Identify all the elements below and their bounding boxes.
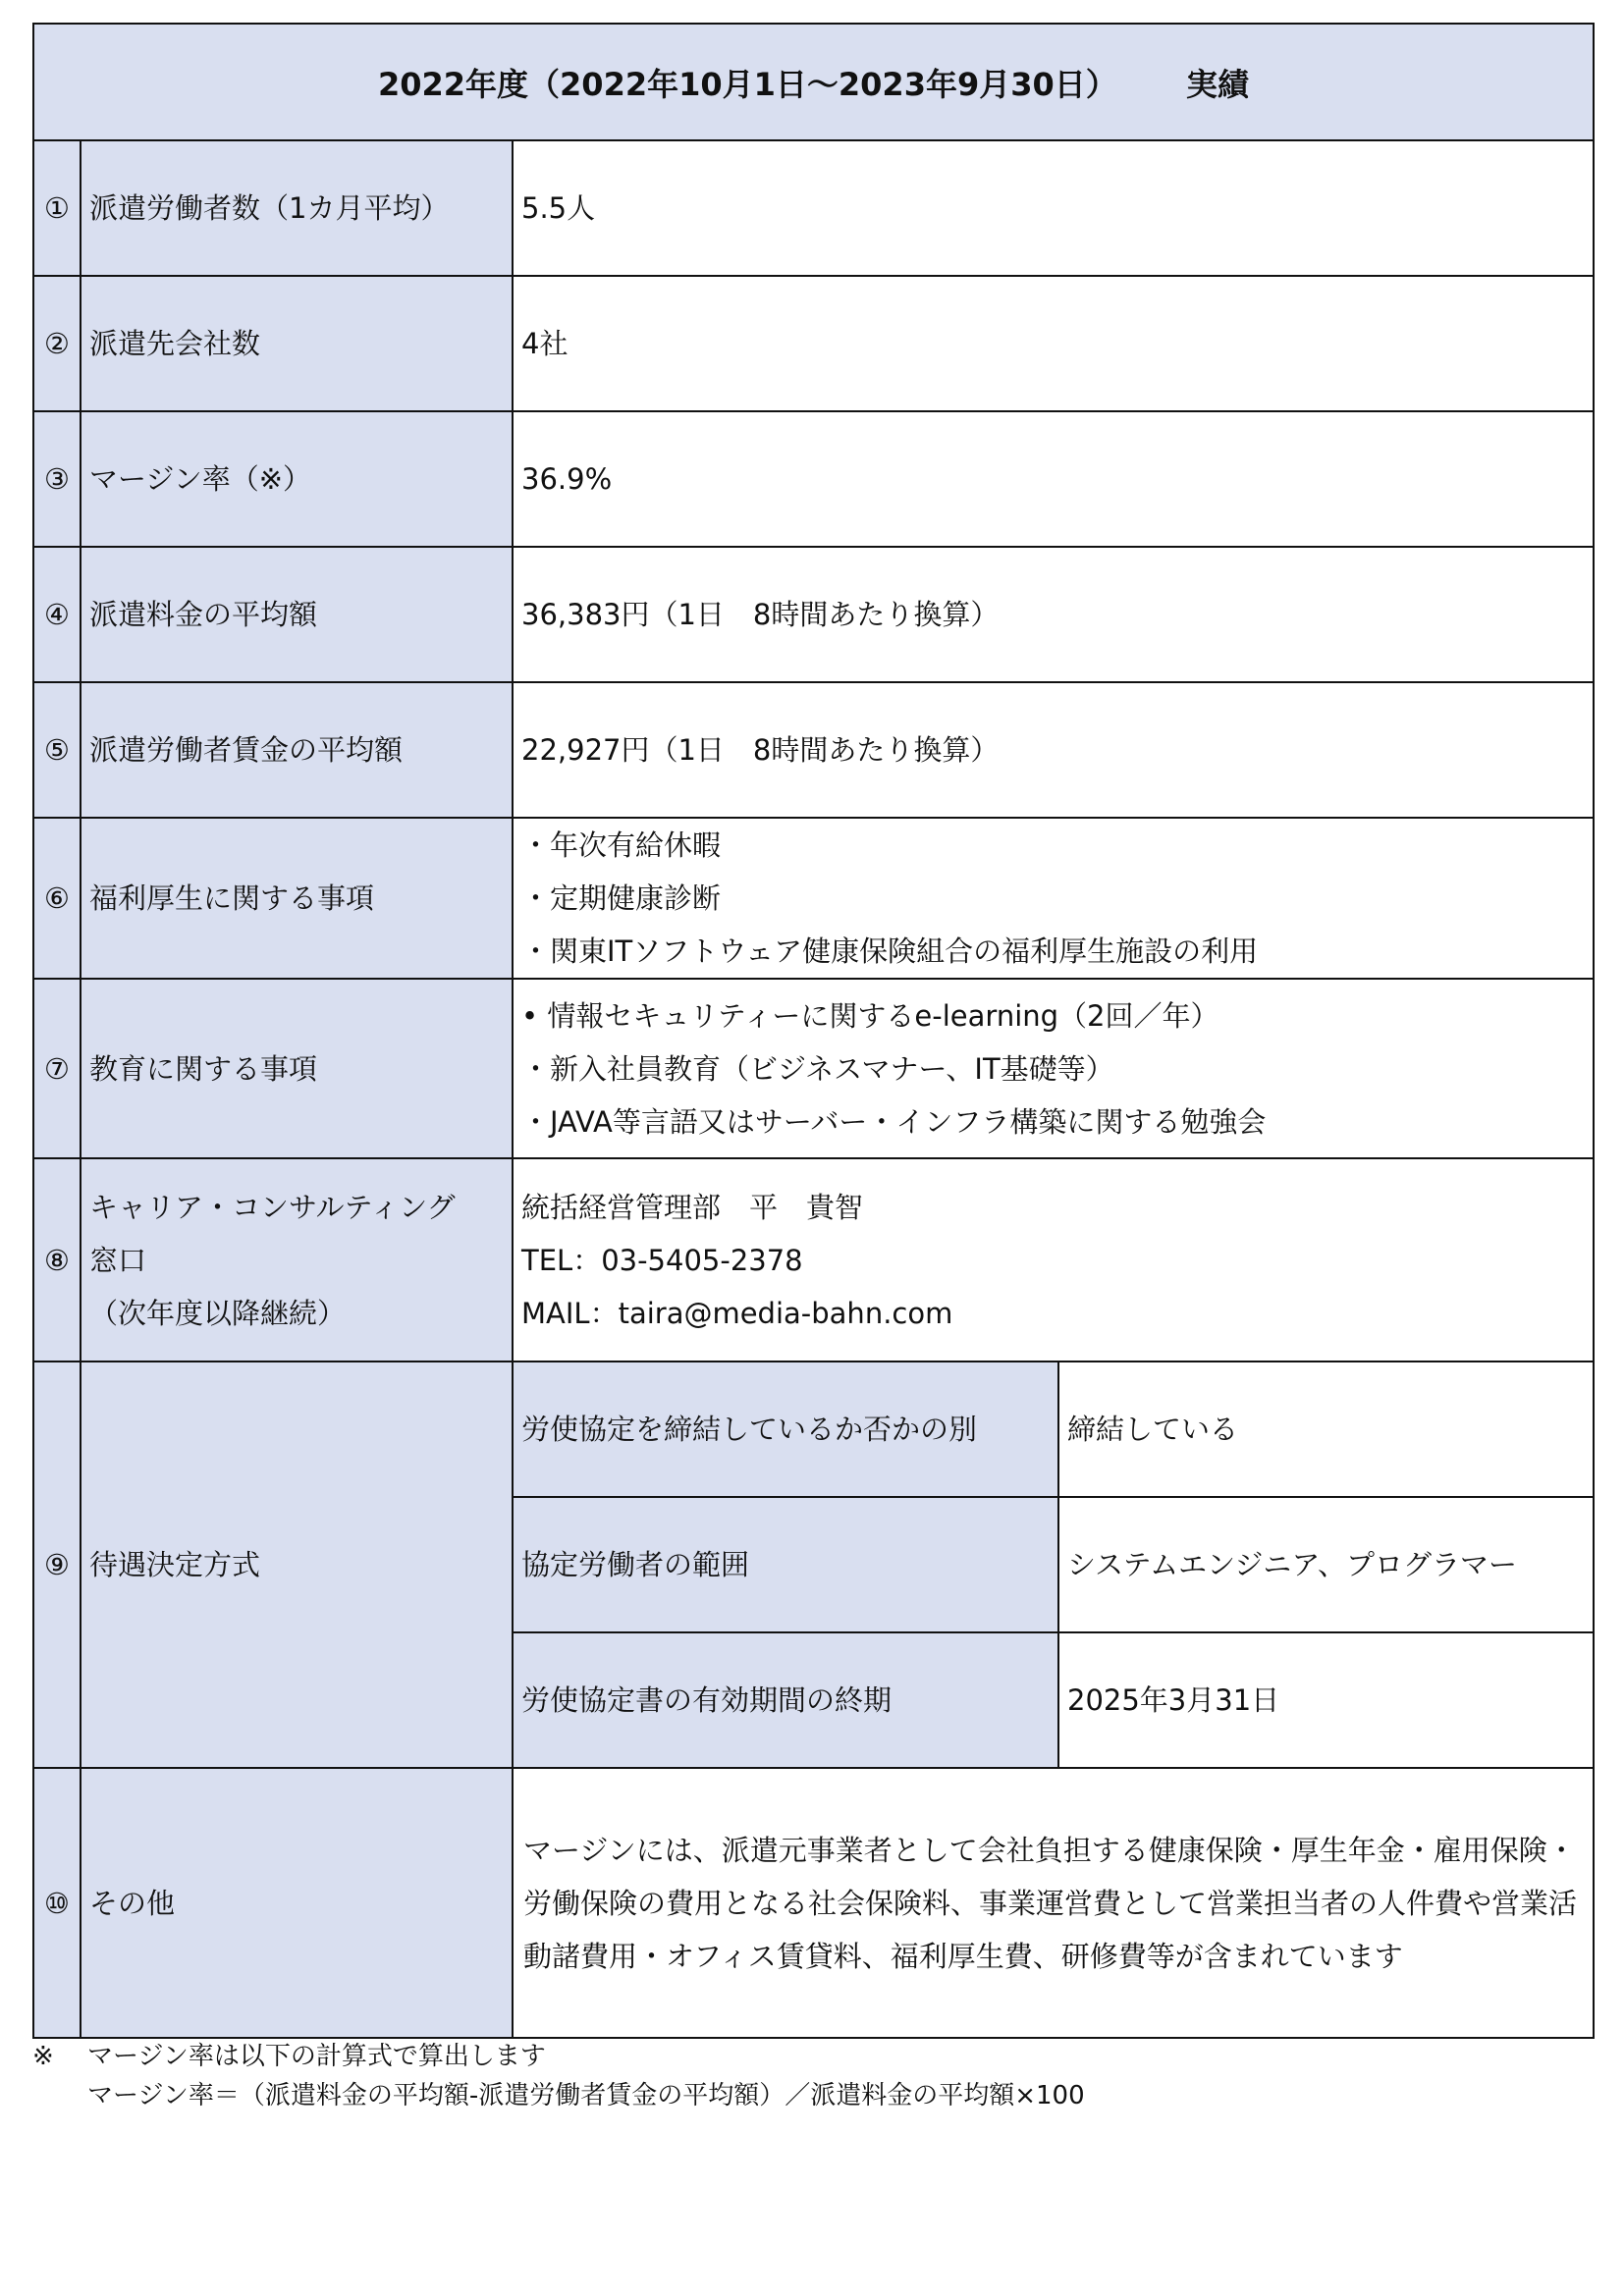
sub-value: システムエンジニア、プログラマー <box>1058 1497 1594 1632</box>
table-row <box>33 1768 1594 2038</box>
list-item: ・新入社員教育（ビジネスマナー、IT基礎等） <box>521 1051 1114 1086</box>
note-symbol: ※ <box>32 2042 54 2071</box>
row-number: ⑤ <box>33 682 81 818</box>
table-row <box>33 547 1594 682</box>
title-suffix: 実績 <box>1186 65 1250 103</box>
welfare-list <box>513 818 1594 979</box>
list-item: ・年次有給休暇 <box>521 828 722 862</box>
row-label: 派遣労働者賃金の平均額 <box>81 682 513 818</box>
list-item: • 情報セキュリティーに関するe-learning（2回／年） <box>521 998 1219 1033</box>
table-row <box>33 818 1594 979</box>
row-label: 福利厚生に関する事項 <box>81 818 513 979</box>
row-number: ⑦ <box>33 979 81 1158</box>
note-text: マージン率は以下の計算式で算出します <box>87 2042 546 2071</box>
title-year: 2022年度（2022年10月1日～2023年9月30日） <box>377 65 1117 103</box>
formula-line: マージン率＝（派遣料金の平均額-派遣労働者賃金の平均額）／派遣料金の平均額×100 <box>87 2081 1085 2110</box>
row-value: 5.5人 <box>513 140 1594 276</box>
education-list <box>513 979 1594 1158</box>
row-value: 36,383円（1日 8時間あたり換算） <box>513 547 1594 682</box>
table-row <box>33 1158 1594 1362</box>
sub-label: 労使協定書の有効期間の終期 <box>513 1632 1058 1768</box>
other-text: マージンには、派遣元事業者として会社負担する健康保険・厚生年金・雇用保険・労働保険の費用となる社会保険料、事業運営費として営業担当者の人件費や営業活動諸費用・オフィス賃貸料、福利厚生費、研修費等が含まれています <box>513 1768 1594 2038</box>
row-number: ④ <box>33 547 81 682</box>
contact-mail: MAIL：taira@media-bahn.com <box>521 1296 953 1330</box>
table-row <box>33 1362 1594 1497</box>
row-number: ⑥ <box>33 818 81 979</box>
row-number: ① <box>33 140 81 276</box>
row-label: 派遣労働者数（1カ月平均） <box>81 140 513 276</box>
row-number: ② <box>33 276 81 411</box>
row-value: 36.9% <box>513 411 1594 547</box>
label-line: キャリア・コンサルティング <box>89 1190 456 1224</box>
row-number: ⑨ <box>33 1362 81 1768</box>
row-label <box>81 1158 513 1362</box>
row-number: ③ <box>33 411 81 547</box>
contact-tel: TEL：03-5405-2378 <box>521 1243 803 1277</box>
row-value: 22,927円（1日 8時間あたり換算） <box>513 682 1594 818</box>
list-item: ・JAVA等言語又はサーバー・インフラ構築に関する勉強会 <box>521 1104 1267 1139</box>
table-row <box>33 276 1594 411</box>
row-number: ⑧ <box>33 1158 81 1362</box>
sub-value: 締結している <box>1058 1362 1594 1497</box>
row-number: ⑩ <box>33 1768 81 2038</box>
row-label: マージン率（※） <box>81 411 513 547</box>
sub-value: 2025年3月31日 <box>1058 1632 1594 1768</box>
sub-label: 協定労働者の範囲 <box>513 1497 1058 1632</box>
table-title <box>33 24 1594 140</box>
table-row <box>33 411 1594 547</box>
row-label: 派遣料金の平均額 <box>81 547 513 682</box>
table-row <box>33 979 1594 1158</box>
row-value: 4社 <box>513 276 1594 411</box>
list-item: ・定期健康診断 <box>521 881 722 915</box>
contact-info <box>513 1158 1594 1362</box>
label-line: （次年度以降継続） <box>89 1296 347 1330</box>
row-label: 待遇決定方式 <box>81 1362 513 1768</box>
row-label: その他 <box>81 1768 513 2038</box>
contact-name: 統括経営管理部 平 貴智 <box>521 1190 864 1224</box>
footnotes <box>32 2037 1085 2115</box>
label-line: 窓口 <box>89 1243 147 1277</box>
table-row <box>33 140 1594 276</box>
results-table <box>32 23 1595 2039</box>
footnote-line <box>32 2037 1085 2076</box>
row-label: 教育に関する事項 <box>81 979 513 1158</box>
sub-label: 労使協定を締結しているか否かの別 <box>513 1362 1058 1497</box>
table-row <box>33 682 1594 818</box>
row-label: 派遣先会社数 <box>81 276 513 411</box>
list-item: ・関東ITソフトウェア健康保険組合の福利厚生施設の利用 <box>521 934 1259 968</box>
